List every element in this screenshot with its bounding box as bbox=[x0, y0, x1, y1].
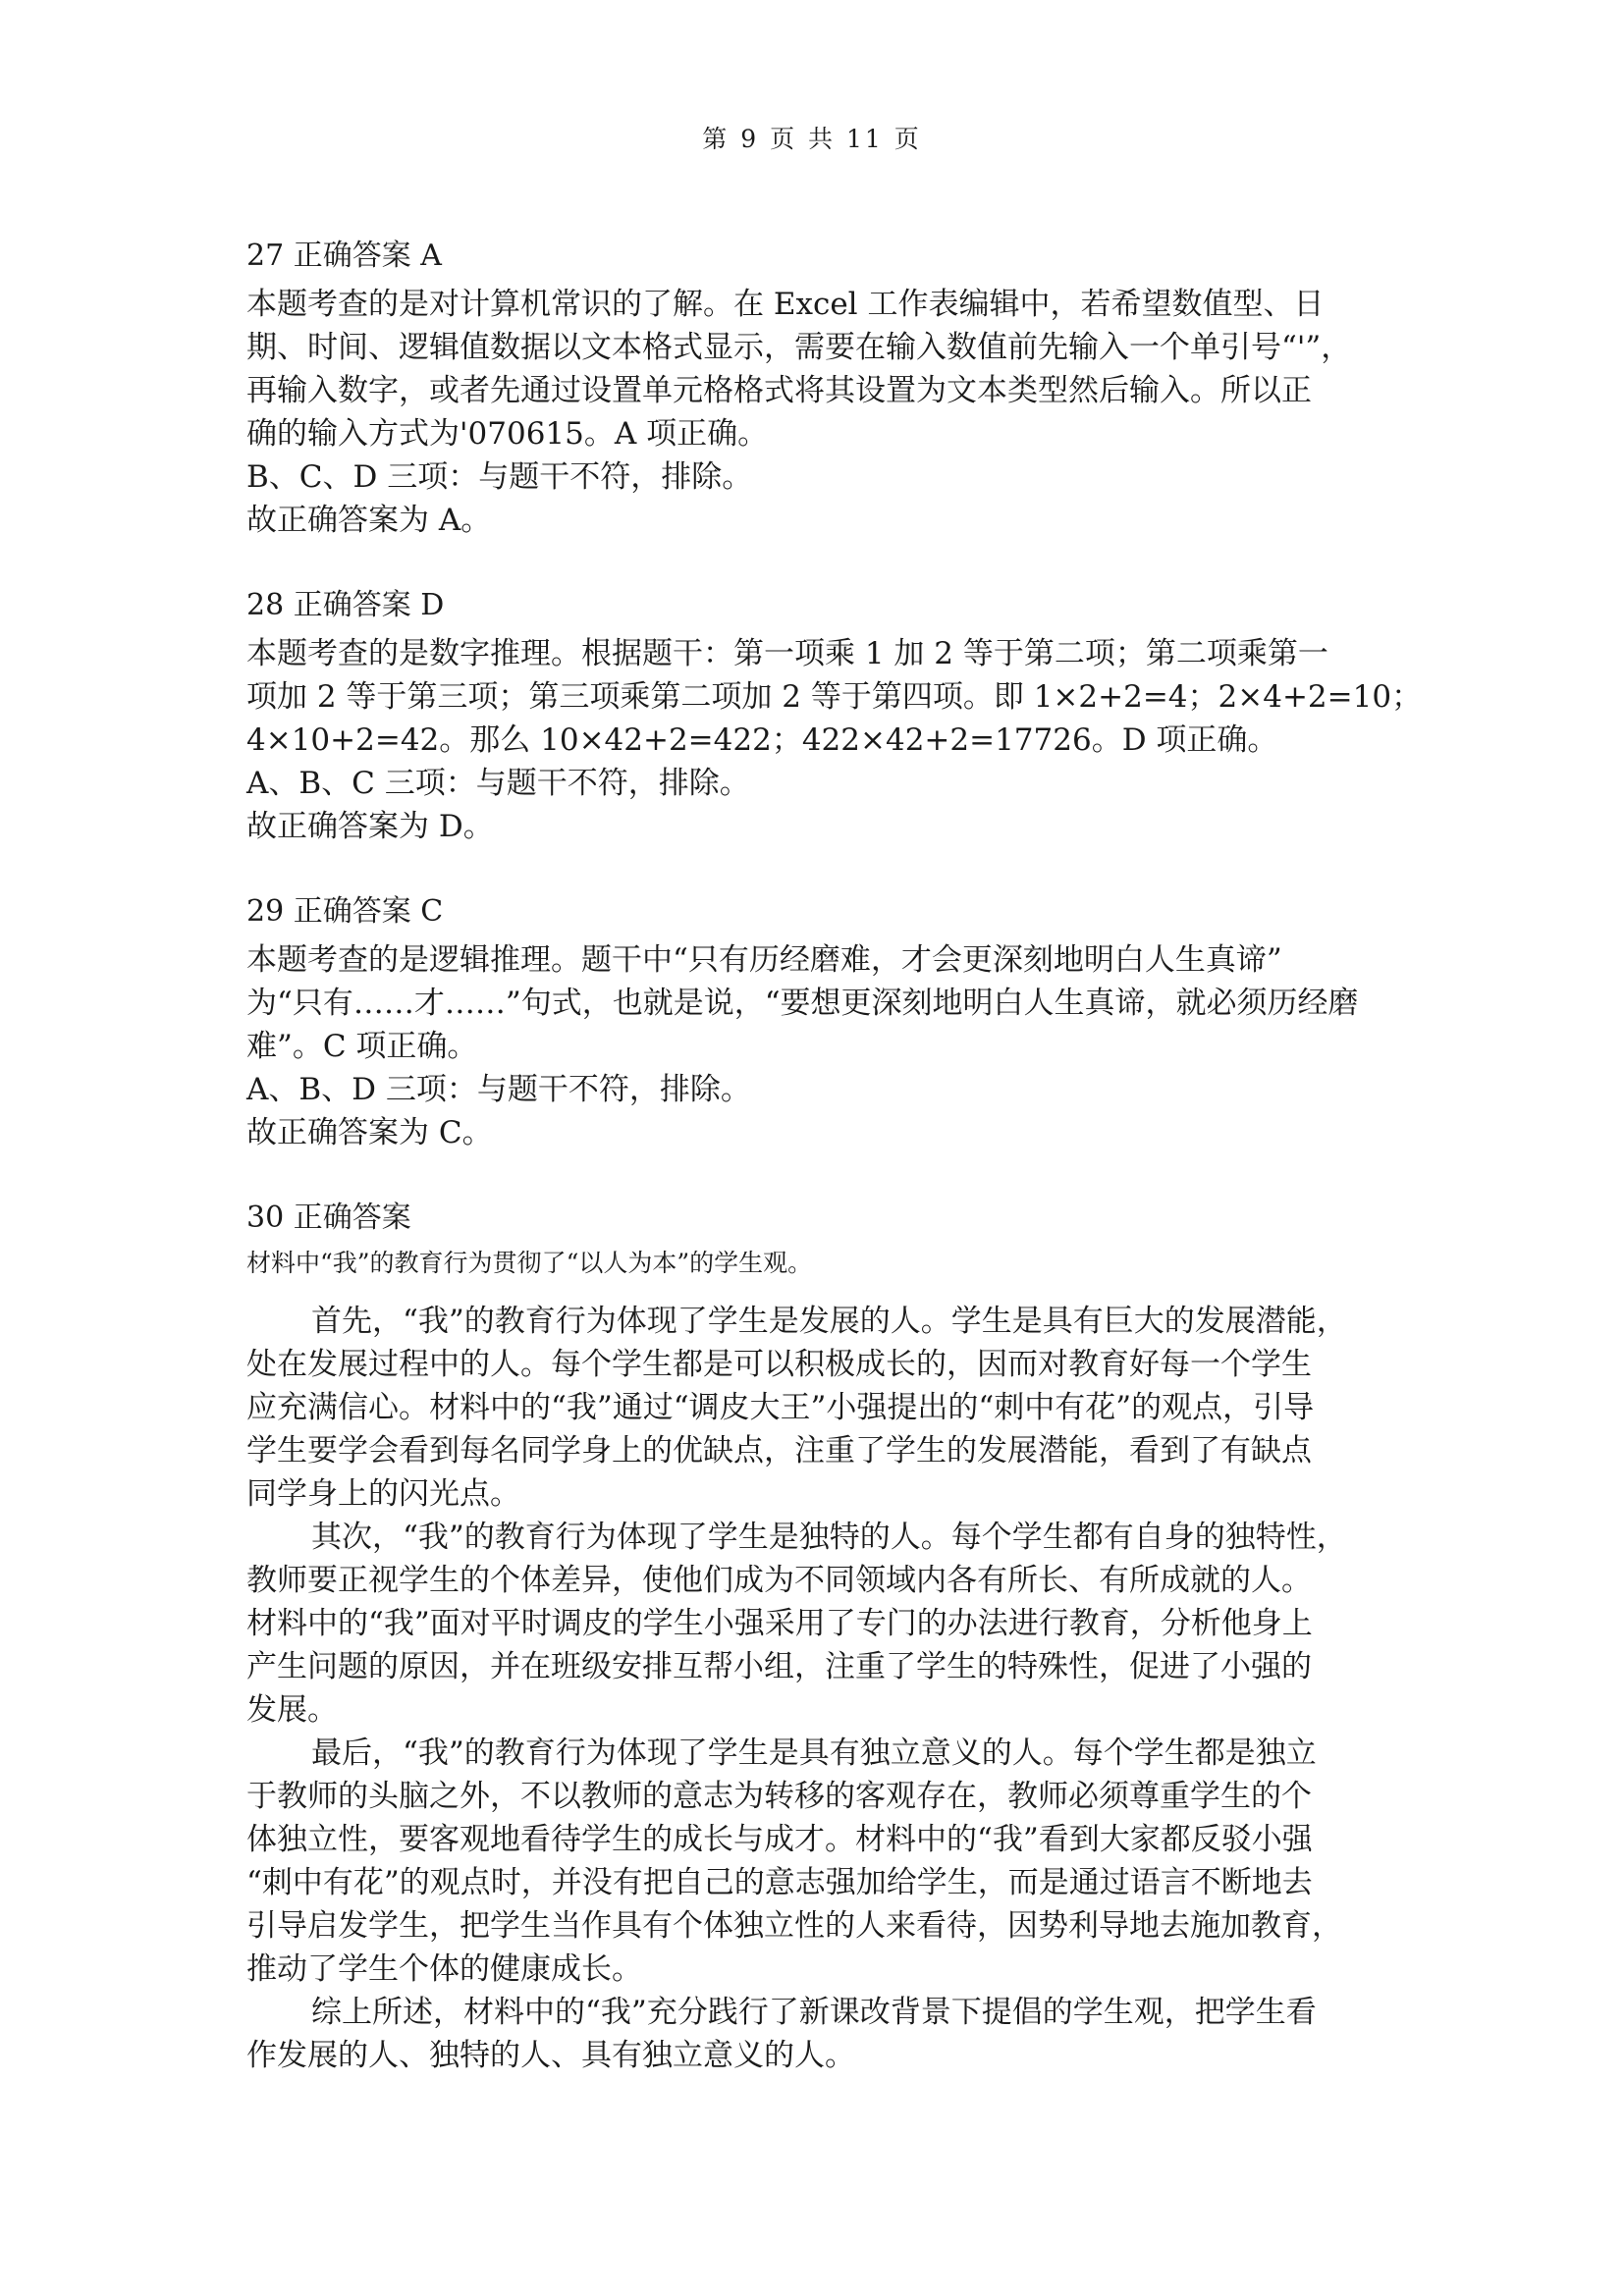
paragraph-line: 首先，“我”的教育行为体现了学生是发展的人。学生是具有巨大的发展潜能， bbox=[311, 1304, 1347, 1339]
answer-28-line: 本题考查的是数字推理。根据题干：第一项乘 1 加 2 等于第二项；第二项乘第一 bbox=[246, 636, 1328, 671]
answer-27-title: 27 正确答案 A bbox=[246, 239, 442, 273]
answer-28 bbox=[246, 585, 1423, 848]
paragraph-line: 体独立性，要客观地看待学生的成长与成才。材料中的“我”看到大家都反驳小强 bbox=[246, 1822, 1313, 1857]
answer-27-line: 本题考查的是对计算机常识的了解。在 Excel 工作表编辑中，若希望数值型、日 bbox=[246, 287, 1325, 322]
paragraph-line: 综上所述，材料中的“我”充分践行了新课改背景下提倡的学生观，把学生看 bbox=[311, 1995, 1317, 2030]
answer-27-line: 故正确答案为 A。 bbox=[246, 503, 492, 538]
answer-29-line: 故正确答案为 C。 bbox=[246, 1115, 493, 1150]
paragraph-line: “刺中有花”的观点时，并没有把自己的意志强加给学生，而是通过语言不断地去 bbox=[246, 1865, 1313, 1900]
answer-30-paragraph-4 bbox=[246, 1991, 1385, 2077]
answer-29-line: 本题考查的是逻辑推理。题干中“只有历经磨难，才会更深刻地明白人生真谛” bbox=[246, 942, 1282, 978]
paragraph-line: 于教师的头脑之外，不以教师的意志为转移的客观存在，教师必须尊重学生的个 bbox=[246, 1779, 1312, 1814]
answer-29 bbox=[246, 891, 1385, 1154]
answer-28-title: 28 正确答案 D bbox=[246, 588, 445, 622]
answer-28-line: A、B、C 三项：与题干不符，排除。 bbox=[246, 766, 750, 801]
paragraph-line: 发展。 bbox=[246, 1692, 338, 1728]
paragraph-line: 应充满信心。材料中的“我”通过“调皮大王”小强提出的“刺中有花”的观点，引导 bbox=[246, 1390, 1315, 1425]
document-body bbox=[246, 236, 1423, 2120]
answer-27-line: 再输入数字，或者先通过设置单元格格式将其设置为文本类型然后输入。所以正 bbox=[246, 373, 1312, 408]
answer-28-line: 故正确答案为 D。 bbox=[246, 809, 494, 844]
paragraph-line: 最后，“我”的教育行为体现了学生是具有独立意义的人。每个学生都是独立 bbox=[311, 1735, 1317, 1771]
answer-30-paragraph-1 bbox=[246, 1300, 1385, 1516]
paragraph-line: 处在发展过程中的人。每个学生都是可以积极成长的，因而对教育好每一个学生 bbox=[246, 1347, 1312, 1382]
answer-29-title: 29 正确答案 C bbox=[246, 894, 444, 929]
answer-27-line: 确的输入方式为'070615。A 项正确。 bbox=[246, 416, 769, 452]
answer-28-line: 4×10+2=42。那么 10×42+2=422；422×42+2=17726。D 项正确。 bbox=[246, 722, 1278, 758]
paragraph-line: 学生要学会看到每名同学身上的优缺点，注重了学生的发展潜能，看到了有缺点 bbox=[246, 1433, 1312, 1468]
answer-30-paragraph-3 bbox=[246, 1732, 1385, 1991]
paragraph-line: 其次，“我”的教育行为体现了学生是独特的人。每个学生都有自身的独特性， bbox=[311, 1520, 1347, 1555]
paragraph-line: 推动了学生个体的健康成长。 bbox=[246, 1951, 642, 1987]
paragraph-line: 引导启发学生，把学生当作具有个体独立性的人来看待，因势利导地去施加教育， bbox=[246, 1908, 1342, 1944]
answer-29-line: 难”。C 项正确。 bbox=[246, 1029, 478, 1064]
paragraph-line: 产生问题的原因，并在班级安排互帮小组，注重了学生的特殊性，促进了小强的 bbox=[246, 1649, 1312, 1684]
answer-30-intro: 材料中“我”的教育行为贯彻了“以人为本”的学生观。 bbox=[246, 1249, 813, 1277]
paragraph-line: 同学身上的闪光点。 bbox=[246, 1476, 520, 1512]
answer-27-line: B、C、D 三项：与题干不符，排除。 bbox=[246, 459, 753, 495]
paragraph-line: 教师要正视学生的个体差异，使他们成为不同领域内各有所长、有所成就的人。 bbox=[246, 1563, 1312, 1598]
answer-29-line: 为“只有……才……”句式，也就是说，“要想更深刻地明白人生真谛，就必须历经磨 bbox=[246, 986, 1359, 1021]
paragraph-line: 材料中的“我”面对平时调皮的学生小强采用了专门的办法进行教育，分析他身上 bbox=[246, 1606, 1313, 1641]
answer-27-line: 期、时间、逻辑值数据以文本格式显示，需要在输入数值前先输入一个单引号“'”， bbox=[246, 330, 1352, 365]
answer-30 bbox=[246, 1198, 1385, 2077]
answer-29-line: A、B、D 三项：与题干不符，排除。 bbox=[246, 1072, 751, 1107]
answer-27 bbox=[246, 236, 1385, 542]
answer-28-line: 项加 2 等于第三项；第三项乘第二项加 2 等于第四项。即 1×2+2=4；2×4+2=10； bbox=[246, 679, 1423, 715]
paragraph-line: 作发展的人、独特的人、具有独立意义的人。 bbox=[246, 2038, 855, 2073]
answer-30-title: 30 正确答案 bbox=[246, 1201, 411, 1235]
answer-30-paragraph-2 bbox=[246, 1516, 1385, 1732]
page-number-header: 第 9 页 共 11 页 bbox=[702, 125, 922, 153]
